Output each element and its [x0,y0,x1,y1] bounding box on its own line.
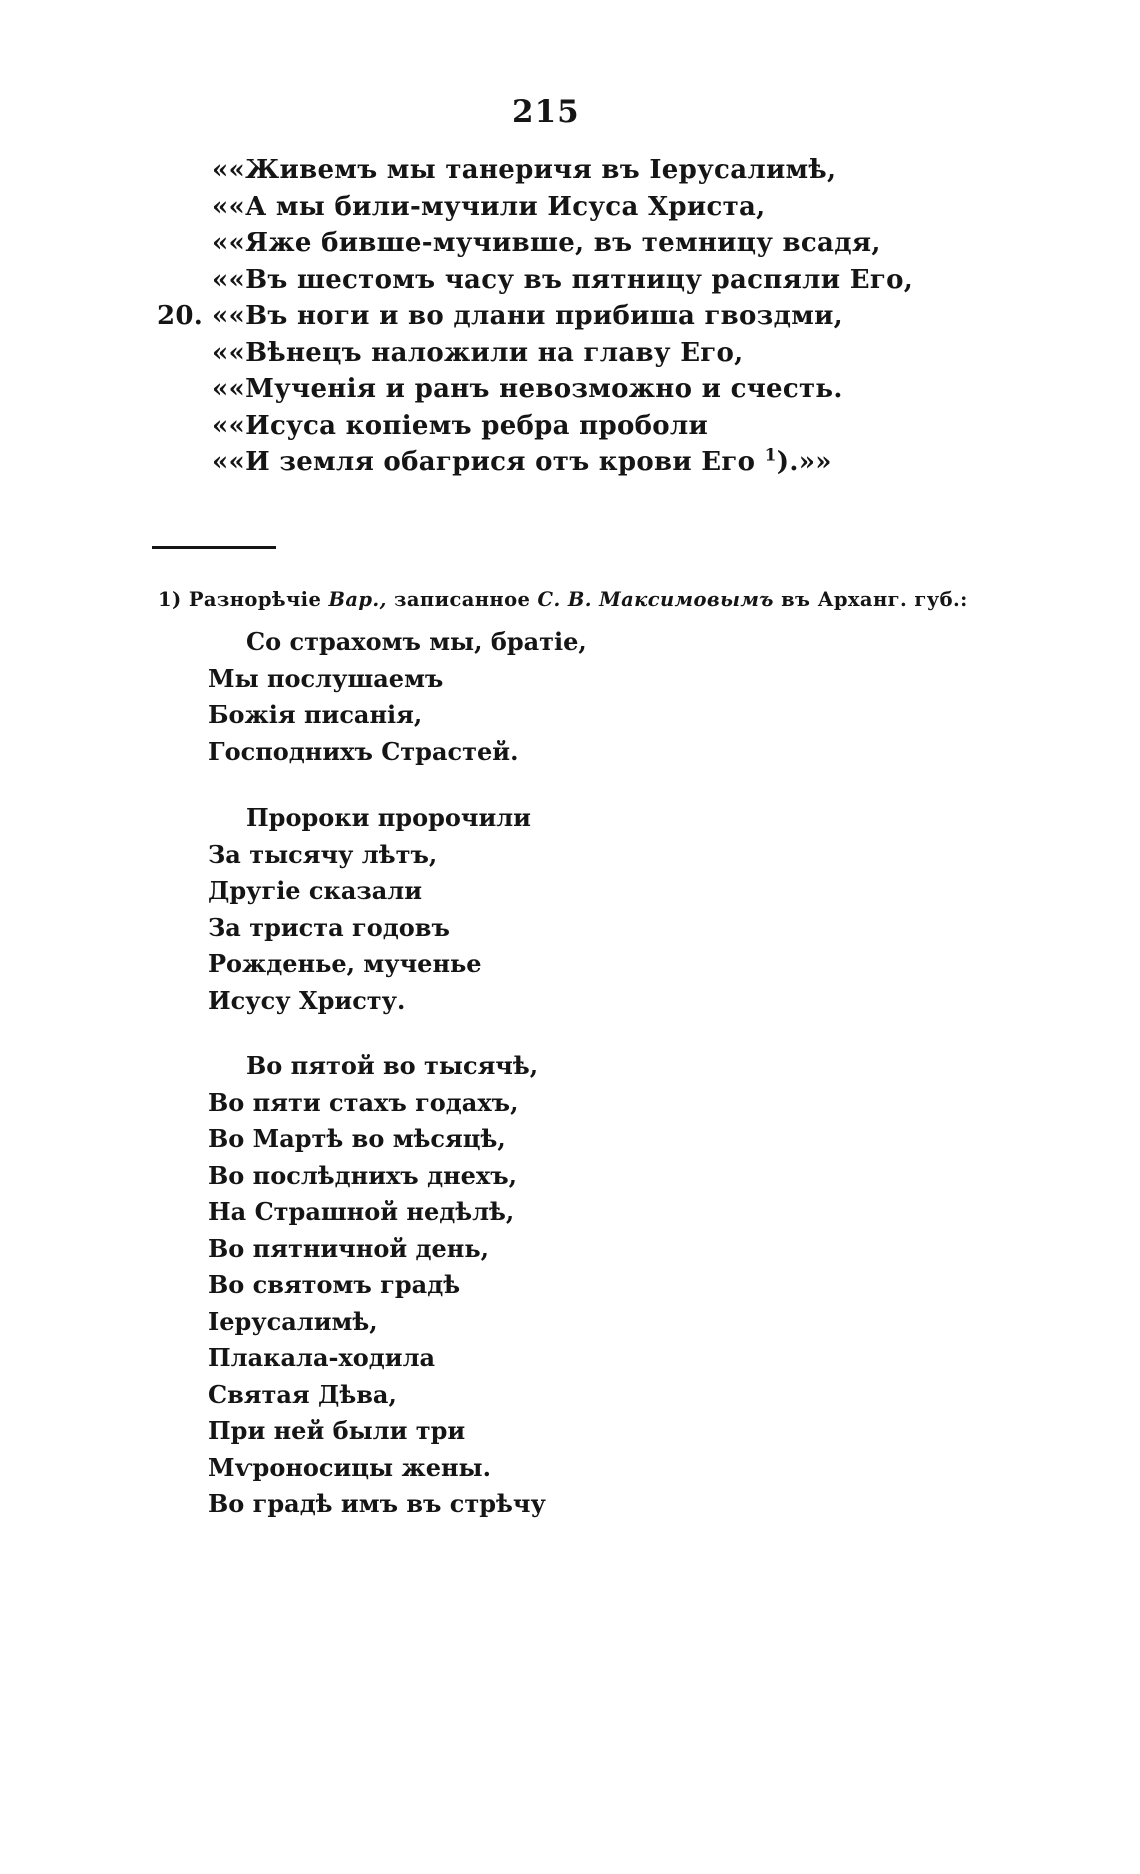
footnote-intro: 1) Разнорѣчіе Вар., записанное С. В. Максимовымъ въ Арханг. губ.: [158,588,968,611]
footnote-stanza [208,624,587,770]
verse-line: ««Вѣнецъ наложили на главу Его, [212,337,744,368]
verse-line: ««И земля обагрися отъ крови Его $^1$).»» [212,445,832,477]
stanza-line: Мы послушаемъ [208,663,444,693]
footnote-stanza [208,1048,546,1523]
stanza-line: На Страшной недѣлѣ, [208,1197,515,1226]
stanza-line: Мѵроносицы жены. [208,1452,491,1482]
stanza-line: Плакала-ходила [208,1343,436,1372]
stanza-line: За тысячу лѣтъ, [208,839,438,869]
stanza-line: Рожденье, мученье [208,949,482,978]
stanza-line: Во пяти стахъ годахъ, [208,1087,519,1117]
collector-name: С. В. Максимовымъ [537,588,774,611]
stanza-line: Господнихъ Страстей. [208,736,519,766]
stanza-line: Святая Дѣва, [208,1379,397,1409]
stanza-line: Во градѣ имъ въ стрѣчу [208,1489,546,1518]
verse-line: ««Мученія и ранъ невозможно и счесть. [212,374,843,404]
stanza-line: Во послѣднихъ днехъ, [208,1160,517,1190]
verse-line: ««Живемъ мы танеричя въ Іерусалимѣ, [212,155,837,185]
verse-line: ««Яже бивше-мучивше, въ темницу всадя, [212,228,881,258]
stanza-line: Во Мартѣ во мѣсяцѣ, [208,1124,506,1153]
verse-line: ««А мы били-мучили Исуса Христа, [212,191,766,222]
stanza-line: Исусу Христу. [208,985,406,1015]
stanza-line: Пророки пророчили [246,803,531,832]
verse-line: ««Исуса копіемъ ребра проболи [212,410,709,441]
footnote-marker: 1) [158,588,182,611]
stanza-line: Другіе сказали [208,876,423,905]
stanza-line: Божія писанія, [208,700,423,729]
line-number: 20. [157,301,204,331]
verse-line: ««Въ шестомъ часу въ пятницу распяли Его, [212,264,914,295]
footnote-reference: 1 [764,445,777,466]
verse-block [157,152,914,481]
stanza-line: Во пятничной день, [208,1233,489,1263]
stanza-line: При ней были три [208,1416,466,1445]
stanza-line: Во святомъ градѣ [208,1270,461,1299]
stanza-line: Во пятой во тысячѣ, [246,1051,539,1080]
page-number: 215 [512,94,580,130]
footnote-divider [152,546,276,549]
footnote-stanza [208,800,531,1019]
variant-abbreviation: Вар., [328,588,387,611]
stanza-line: Со страхомъ мы, братіе, [246,627,587,656]
stanza-line: За триста годовъ [208,912,450,942]
stanza-line: Іерусалимѣ, [208,1306,378,1336]
verse-line: 20. ««Въ ноги и во длани прибиша гвоздми, [212,298,913,335]
